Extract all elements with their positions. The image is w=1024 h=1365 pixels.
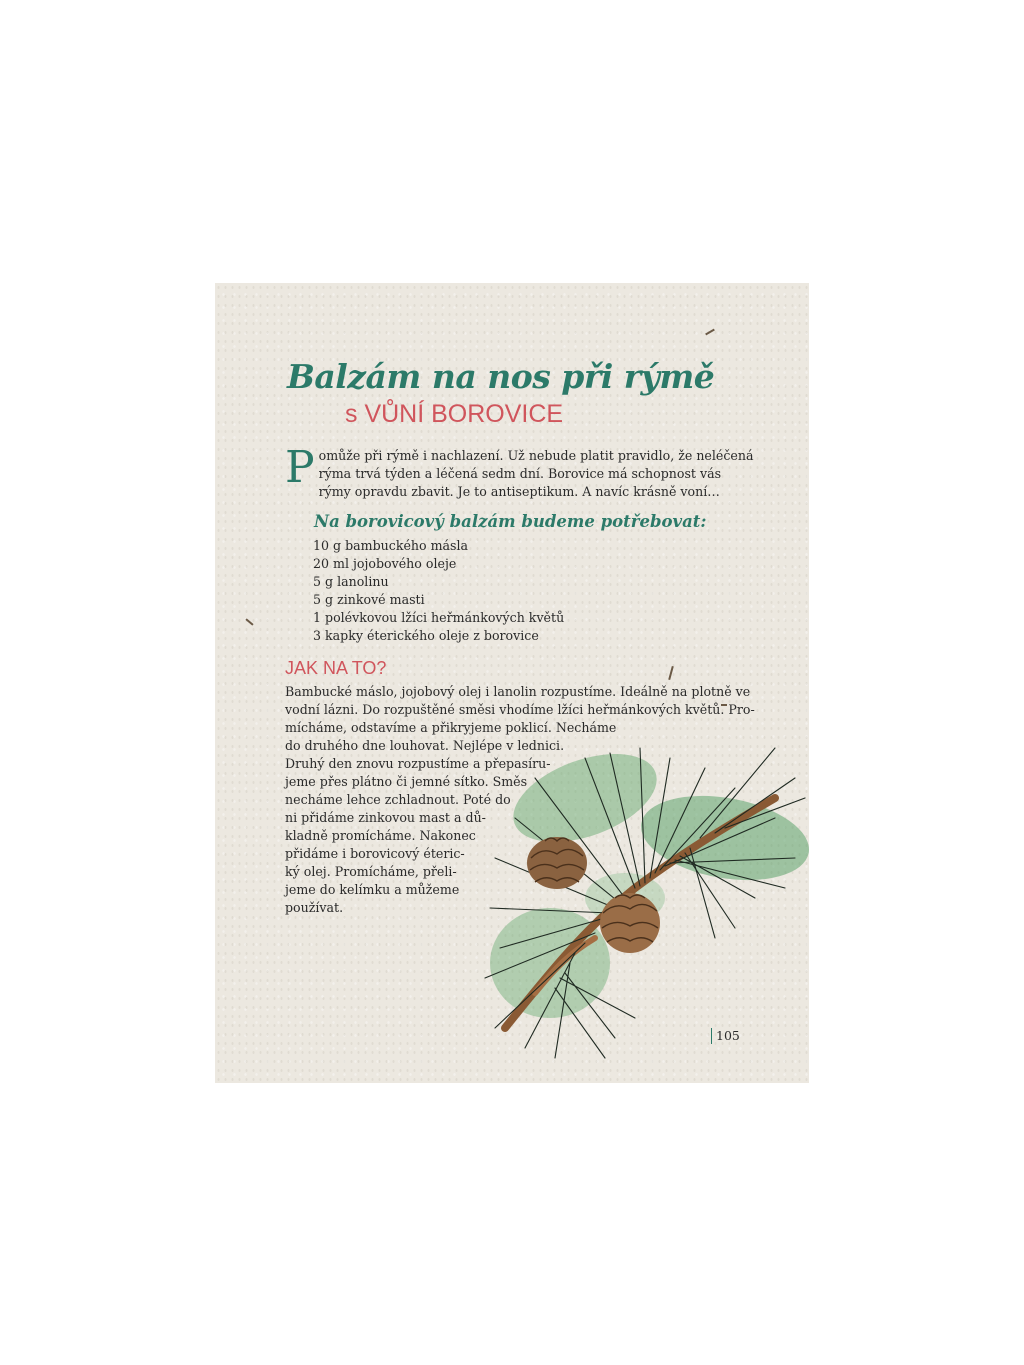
how-to-line: ni přidáme zinkovou mast a dů- (285, 810, 486, 825)
ingredients-heading: Na borovicový balzám budeme potřebovat: (314, 512, 707, 531)
drop-cap: P (285, 442, 315, 493)
how-to-line: do druhého dne louhovat. Nejlépe v lednici. (285, 738, 565, 753)
paper-fleck (705, 329, 715, 336)
ingredient-item: 10 g bambuckého másla (313, 538, 469, 553)
paper-fleck (668, 666, 674, 680)
how-to-line: používat. (285, 900, 344, 915)
ingredient-item: 1 polévkovou lžíci heřmánkových květů (313, 610, 565, 625)
book-page (215, 283, 809, 1083)
how-to-line: kladně promícháme. Nakonec (285, 828, 476, 843)
paper-fleck (245, 618, 253, 625)
intro-paragraph (285, 442, 755, 501)
how-to-line: necháme lehce zchladnout. Poté do (285, 792, 511, 807)
page-number: 105 (711, 1028, 740, 1044)
ingredient-item: 3 kapky éterického oleje z borovice (313, 628, 539, 643)
page-title: Balzám na nos při rýmě (287, 357, 715, 396)
how-to-heading: JAK NA TO? (285, 658, 387, 678)
pine-cone (600, 893, 660, 953)
intro-text: omůže při rýmě i nachlazení. Už nebude platit pravidlo, že neléčená rýma trvá týden a léčená sedm dní. Borovice má schopnost vás rýmy opravdu zbavit. Je to antiseptikum. A navíc krásně voní… (318, 448, 754, 499)
ingredients-list (313, 537, 564, 645)
how-to-line: přidáme i borovicový éteric- (285, 846, 465, 861)
how-to-line: jeme přes plátno či jemné sítko. Směs (285, 774, 528, 789)
how-to-line: Druhý den znovu rozpustíme a přepasíru- (285, 756, 551, 771)
ingredient-item: 5 g zinkové masti (313, 592, 425, 607)
ingredient-item: 5 g lanolinu (313, 574, 389, 589)
how-to-line: vodní lázni. Do rozpuštěné směsi vhodíme lžíci heřmánkových květů. Pro- (285, 702, 755, 717)
how-to-line: ký olej. Promícháme, přeli- (285, 864, 457, 879)
how-to-line: mícháme, odstavíme a přikryjeme poklicí. Necháme (285, 720, 617, 735)
page-subtitle: s VŮNÍ BOROVICE (345, 400, 564, 428)
how-to-line: jeme do kelímku a můžeme (285, 882, 460, 897)
ingredient-item: 20 ml jojobového oleje (313, 556, 457, 571)
how-to-line: Bambucké máslo, jojobový olej i lanolin rozpustíme. Ideálně na plotně ve (285, 684, 751, 699)
pine-cone (527, 837, 587, 889)
